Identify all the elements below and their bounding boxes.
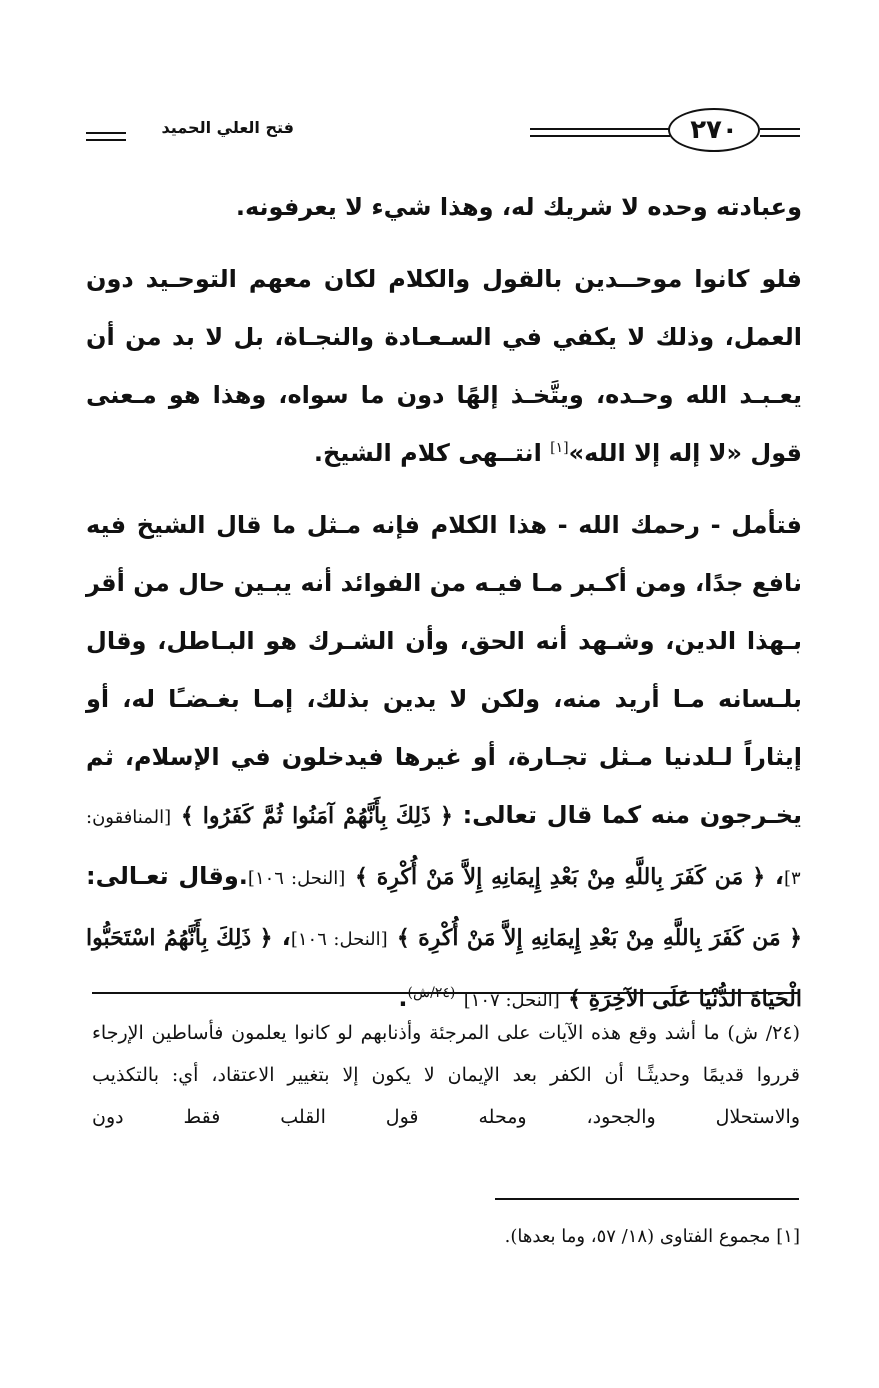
verse-reference: [النحل: ١٠٦] (290, 929, 388, 950)
header-double-rule (530, 128, 670, 137)
header-ornament-right (760, 128, 800, 137)
verse-reference: [المنافقون: ٣] (86, 807, 801, 889)
editor-note: (٢٤/ ش) ما أشد وقع هذه الآيات على المرجئة وأذنابهم لو كانوا يعلمون فأساطين الإرجاء قرروا قديمًا وحديثًـا أن الكفر بعد الإيمان لا يكون إلا بتغيير الاعتقاد، أي: بالتكذيب والاستحلال والجحود، ومحله قول القلب فقط دون (92, 1022, 800, 1128)
page-number: ٢٧٠ (668, 108, 760, 152)
footnote-1: [١] مجموع الفتاوى (١٨/ ٥٧، وما بعدها). (504, 1226, 800, 1247)
note-separator (92, 992, 798, 994)
paragraph-1-text: وعبادته وحده لا شريك له، وهذا شيء لا يعرفونه. (235, 193, 802, 221)
paragraph-2 (86, 250, 802, 482)
paragraph-3: فتأمل - رحمك الله - هذا الكلام فإنه مـثل ما قال الشيخ فيه نافع جدًا، ومن أكـبر مـا فيـه من الفوائد أنه يبـين حال من أقر بـهذا الدين، وشـهد أنه الحق، وأن الشـرك هو البـاطل، وقال بلـسانه مـا أريد منه، ولكن لا يدين بذلك، إمـا بغـضـًا له، أو إيثاراً لـلدنيا مـثل تجـارة، أو غيرها فيدخلون في الإسلام، ثم يخـرجون منه كما قال تعالى: ﴿ ذَلِكَ بِأَنَّهُمْ آمَنُوا ثُمَّ كَفَرُوا ﴾ [المنافقون: ٣]، ﴿ مَن كَفَرَ بِاللَّهِ مِنْ بَعْدِ إِيمَانِهِ إِلاَّ مَنْ أُكْرِهَ ﴾ [النحل: ١٠٦].وقال تعـالى: ﴿ مَن كَفَرَ بِاللَّهِ مِنْ بَعْدِ إِيمَانِهِ إِلاَّ مَنْ أُكْرِهَ ﴾ [النحل: ١٠٦]، ﴿ ذَلِكَ بِأَنَّهُمُ اسْتَحَبُّوا الْحَيَاةَ الدُّنْيَا عَلَى الآخِرَةِ ﴾ [النحل: ١٠٧] $^{(٢٤/ش)}$. (86, 511, 803, 1012)
page-header (60, 108, 800, 158)
main-text (86, 178, 802, 1030)
quran-verse: ﴿ ذَلِكَ بِأَنَّهُمْ آمَنُوا ثُمَّ كَفَرُوا ﴾ (180, 803, 453, 829)
running-title: فتح العلي الحميد (161, 118, 294, 137)
paragraph-2-end: انتــهى كلام الشيخ. (313, 439, 551, 467)
note-marker: (٢٤/ش) (407, 985, 456, 1001)
quran-verse: ﴿ مَن كَفَرَ بِاللَّهِ مِنْ بَعْدِ إِيمَانِهِ إِلاَّ مَنْ أُكْرِهَ ﴾ (354, 864, 766, 890)
header-ornament-left (86, 132, 126, 141)
verse-reference: [النحل: ١٠٧] (463, 990, 560, 1011)
paragraph-2-text: فلو كانوا موحــدين بالقول والكلام لكان معهم التوحـيد دون العمل، وذلك لا يكفي في السـعـادة والنجـاة، بل لا بد من أن يعـبـد الله وحـده، ويتَّخـذ إلهًا دون ما سواه، وهذا هو مـعنى قول «لا إله إلا الله» (86, 265, 802, 467)
footnote-separator (495, 1198, 799, 1200)
paragraph-3-text: فتأمل - رحمك الله - هذا الكلام فإنه مـثل ما قال الشيخ فيه نافع جدًا، ومن أكـبر مـا فيـه من الفوائد أنه يبـين حال من أقر بـهذا الدين، وشـهد أنه الحق، وأن الشـرك هو البـاطل، وقال بلـسانه مـا أريد منه، ولكن لا يدين بذلك، إمـا بغـضـًا له، أو إيثاراً لـلدنيا مـثل تجـارة، أو غيرها فيدخلون في الإسلام، ثم يخـرجون منه كما قال تعالى: (86, 511, 803, 829)
footnote-marker: [١] (550, 440, 569, 456)
join-text: .وقال تعـالى: (86, 862, 248, 890)
quran-verse: ﴿ مَن كَفَرَ بِاللَّهِ مِنْ بَعْدِ إِيمَانِهِ إِلاَّ مَنْ أُكْرِهَ ﴾ (396, 925, 802, 951)
paragraph-1 (86, 178, 802, 236)
quran-verse: ﴿ ذَلِكَ بِأَنَّهُمُ اسْتَحَبُّوا الْحَيَاةَ الدُّنْيَا عَلَى الآخِرَةِ ﴾ (86, 925, 802, 1012)
verse-reference: [النحل: ١٠٦] (247, 868, 346, 889)
